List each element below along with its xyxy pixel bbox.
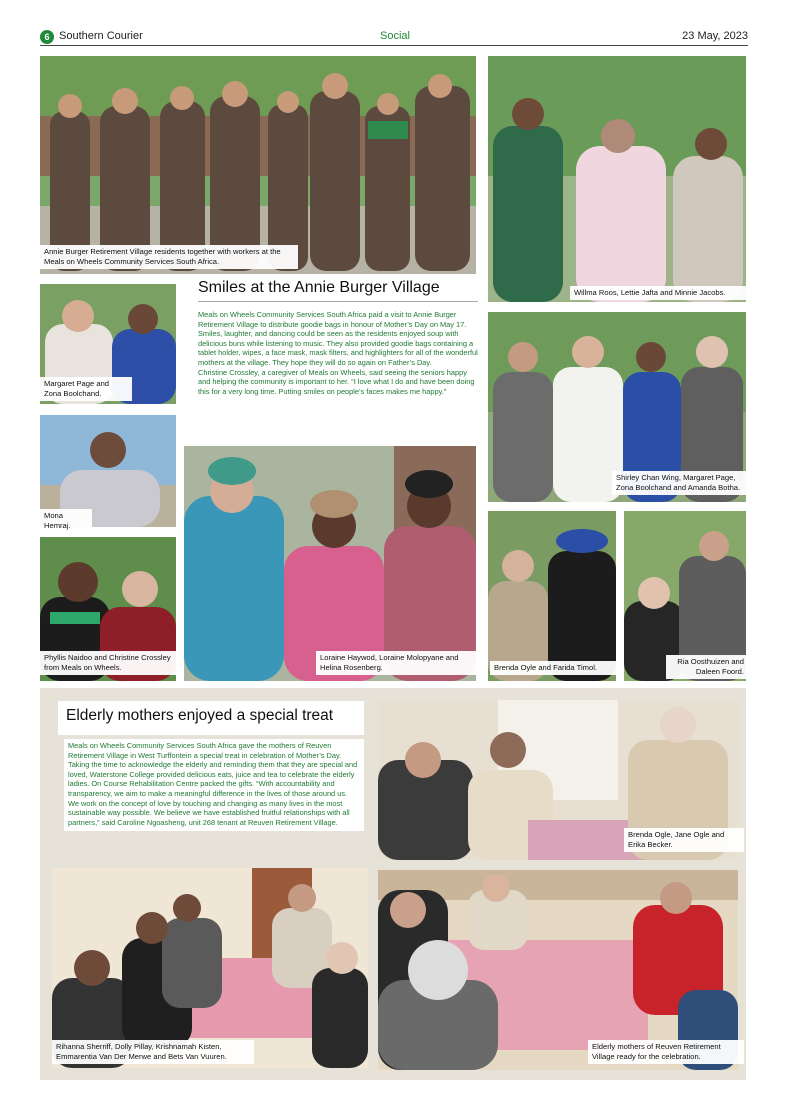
- article1-body: [198, 310, 478, 396]
- page-number: 6: [40, 30, 54, 44]
- page-header: [40, 29, 748, 46]
- caption-brenda-oyle: Brenda Oyle and Farida Timol.: [490, 661, 618, 675]
- caption-loraine: Loraine Haywod, Loraine Molopyane and Helina Rosenberg.: [316, 651, 480, 675]
- caption-phyllis: Phyllis Naidoo and Christine Crossley from Meals on Wheels.: [40, 651, 176, 675]
- article2-headline: Elderly mothers enjoyed a special treat: [66, 707, 334, 724]
- article1-headline: Smiles at the Annie Burger Village: [198, 279, 478, 302]
- photo-group-residents: [40, 56, 476, 274]
- caption-rihanna: Rihanna Sherriff, Dolly Pillay, Krishnamah Kisten, Emmarentia Van Der Merwe and Bets Van Vuuren.: [52, 1040, 254, 1064]
- issue-date: 23 May, 2023: [682, 30, 748, 42]
- article2-body: Meals on Wheels Community Services South Africa gave the mothers of Reuven Retirement Village in West Turffontein a special treat in celebration of Mother’s Day. Taking the time to acknowledge the elderly and reminding them that they are special and loved, Waterstone College provided delicious eats, juice and tea to celebrate the elderly ladies. On Course Rehabilitation Centre packed the gifts. “With accountability and transparency, we aim to make a meaningful difference in the lives of those around us. We work on the concept of love by touching and changing as many lives in the most sustainable way possible. We believe we have established fruitful relationships with all partners,” said Caroline Ngoasheng, unit 268 tenant at Reuven Retirement Village.: [64, 739, 364, 831]
- photo-rihanna-group: [52, 868, 368, 1068]
- photo-loraine-helina: [184, 446, 476, 681]
- photo-brenda-farida: [488, 511, 616, 681]
- publication-name: Southern Courier: [59, 30, 143, 42]
- caption-elderly: Elderly mothers of Reuven Retirement Village ready for the celebration.: [588, 1040, 744, 1064]
- caption-shirley: Shirley Chan Wing, Margaret Page, Zona Boolchand and Amanda Botha.: [612, 471, 748, 495]
- caption-ria: Ria Oosthuizen and Daleen Foord.: [666, 655, 748, 679]
- caption-margaret: Margaret Page and Zona Boolchand.: [40, 377, 132, 401]
- photo-willma-lettie-minnie: [488, 56, 746, 302]
- article1-paragraph-2: Christine Crossley, a caregiver of Meals on Wheels, said seeing the seniors happy and helping the community is important to her. “I love what I do and have been doing this for a very long time. Putting smiles on people’s faces makes me happy.”: [198, 367, 475, 396]
- caption-willma: Willma Roos, Lettie Jafta and Minnie Jacobs.: [570, 286, 748, 300]
- section-label: Social: [380, 30, 410, 42]
- caption-brenda-ogle: Brenda Ogle, Jane Ogle and Erika Becker.: [624, 828, 744, 852]
- caption-mona: Mona Hemraj.: [40, 509, 92, 533]
- article1-paragraph-1: Meals on Wheels Community Services South Africa paid a visit to Annie Burger Retirement Village to distribute goodie bags in honour of Mother’s Day on May 17. Smiles, laughter, and dancing could be seen as the residents enjoyed soup with delicious buns while listening to music. They also provided goodie bags containing a tablet holder, wipes, a face mask, mask filters, and highlighters for all of the wonderful mothers at the village. They hope they will do so again on Father’s Day.: [198, 310, 478, 367]
- caption-group: Annie Burger Retirement Village residents together with workers at the Meals on Wheels Community Services South Africa.: [40, 245, 298, 269]
